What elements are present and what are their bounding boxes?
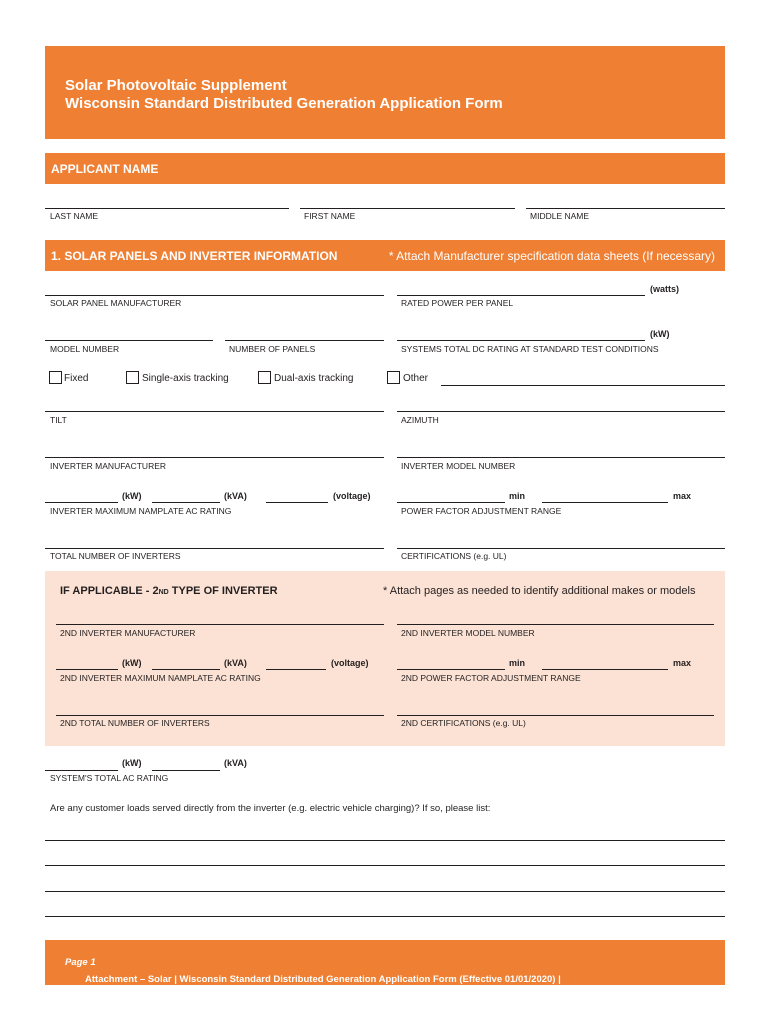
total-inverters-field[interactable] [45, 548, 384, 549]
rated-power-label: RATED POWER PER PANEL [401, 298, 514, 308]
applicant-name-bar [45, 153, 725, 184]
number-of-panels-label: NUMBER OF PANELS [229, 344, 316, 354]
form-title-line1: Solar Photovoltaic Supplement [65, 77, 287, 94]
tilt-field[interactable] [45, 411, 384, 412]
tilt-label: TILT [50, 415, 67, 425]
second-inverter-manufacturer-label: 2ND INVERTER MANUFACTURER [60, 628, 196, 638]
inverter-model-field[interactable] [397, 457, 725, 458]
last-name-field[interactable] [45, 208, 289, 209]
second-inverter-voltage-field[interactable] [266, 669, 326, 670]
footer-text: Attachment – Solar | Wisconsin Standard Distributed Generation Application Form (Effective 01/01/2020) | Page 1 [65, 957, 561, 985]
system-kva-unit: (kVA) [224, 758, 247, 768]
second-pf-range-label: 2ND POWER FACTOR ADJUSTMENT RANGE [401, 673, 581, 683]
pf-range-label: POWER FACTOR ADJUSTMENT RANGE [401, 506, 562, 516]
second-pf-min-field[interactable] [397, 669, 505, 670]
second-certifications-field[interactable] [397, 715, 714, 716]
answer-line-4[interactable] [45, 916, 725, 917]
inverter-kva-unit: (kVA) [224, 491, 247, 501]
certifications-field[interactable] [397, 548, 725, 549]
system-kva-field[interactable] [152, 770, 220, 771]
answer-line-2[interactable] [45, 865, 725, 866]
second-pf-max-unit: max [673, 658, 692, 668]
pf-max-unit: max [673, 491, 692, 501]
system-kw-unit: (kW) [122, 758, 142, 768]
page-footer [45, 940, 725, 985]
second-inverter-title: IF APPLICABLE - 2ND TYPE OF INVERTER [60, 585, 278, 597]
dual-axis-label: Dual-axis tracking [274, 373, 354, 384]
fixed-label: Fixed [64, 373, 89, 384]
model-number-field[interactable] [45, 340, 213, 341]
other-label: Other [403, 373, 429, 384]
section1-bar [45, 240, 725, 271]
inverter-model-label: INVERTER MODEL NUMBER [401, 461, 516, 471]
last-name-label: LAST NAME [50, 211, 99, 221]
second-inverter-kva-unit: (kVA) [224, 658, 247, 668]
inverter-manufacturer-field[interactable] [45, 457, 384, 458]
second-total-inverters-field[interactable] [56, 715, 384, 716]
second-inverter-voltage-unit: (voltage) [331, 658, 369, 668]
pf-min-field[interactable] [397, 502, 505, 503]
rated-power-field[interactable] [397, 295, 645, 296]
answer-line-1[interactable] [45, 840, 725, 841]
azimuth-field[interactable] [397, 411, 725, 412]
section1-title: 1. SOLAR PANELS AND INVERTER INFORMATION [51, 249, 338, 263]
second-inverter-note: * Attach pages as needed to identify additional makes or models [383, 585, 696, 597]
other-tracking-field[interactable] [441, 385, 725, 386]
inverter-kva-field[interactable] [152, 502, 220, 503]
watts-unit: (watts) [650, 284, 679, 294]
second-inverter-manufacturer-field[interactable] [56, 624, 384, 625]
dc-rating-label: SYSTEMS TOTAL DC RATING AT STANDARD TEST CONDITIONS [401, 344, 659, 354]
middle-name-field[interactable] [526, 208, 725, 209]
model-number-label: MODEL NUMBER [50, 344, 120, 354]
certifications-label: CERTIFICATIONS (e.g. UL) [401, 551, 507, 561]
single-axis-checkbox[interactable] [126, 371, 139, 384]
middle-name-label: MIDDLE NAME [530, 211, 590, 221]
page-number: Page 1 [65, 957, 96, 968]
fixed-checkbox[interactable] [49, 371, 62, 384]
pf-max-field[interactable] [542, 502, 668, 503]
second-total-inverters-label: 2ND TOTAL NUMBER OF INVERTERS [60, 718, 210, 728]
form-title-line2: Wisconsin Standard Distributed Generation Application Form [65, 95, 503, 112]
kw-unit: (kW) [650, 329, 670, 339]
second-inverter-model-field[interactable] [397, 624, 714, 625]
customer-loads-question: Are any customer loads served directly from the inverter (e.g. electric vehicle charging)? If so, please list: [50, 803, 491, 814]
section1-note: * Attach Manufacturer specification data sheets (If necessary) [388, 249, 715, 263]
second-inverter-model-label: 2ND INVERTER MODEL NUMBER [401, 628, 535, 638]
other-checkbox[interactable] [387, 371, 400, 384]
panel-manufacturer-label: SOLAR PANEL MANUFACTURER [50, 298, 182, 308]
second-pf-min-unit: min [509, 658, 526, 668]
azimuth-label: AZIMUTH [401, 415, 439, 425]
answer-line-3[interactable] [45, 891, 725, 892]
applicant-name-heading: APPLICANT NAME [51, 162, 159, 176]
system-total-ac-rating-label: SYSTEM'S TOTAL AC RATING [50, 773, 169, 783]
panel-manufacturer-field[interactable] [45, 295, 384, 296]
second-inverter-ac-rating-label: 2ND INVERTER MAXIMUM NAMPLATE AC RATING [60, 673, 261, 683]
second-inverter-kw-field[interactable] [56, 669, 118, 670]
number-of-panels-field[interactable] [225, 340, 384, 341]
total-inverters-label: TOTAL NUMBER OF INVERTERS [50, 551, 181, 561]
inverter-kw-unit: (kW) [122, 491, 142, 501]
inverter-ac-rating-label: INVERTER MAXIMUM NAMPLATE AC RATING [50, 506, 232, 516]
first-name-field[interactable] [300, 208, 515, 209]
inverter-kw-field[interactable] [45, 502, 118, 503]
form-header [45, 46, 725, 139]
second-inverter-kw-unit: (kW) [122, 658, 142, 668]
dc-rating-field[interactable] [397, 340, 645, 341]
second-pf-max-field[interactable] [542, 669, 668, 670]
first-name-label: FIRST NAME [304, 211, 356, 221]
second-certifications-label: 2ND CERTIFICATIONS (e.g. UL) [401, 718, 526, 728]
pf-min-unit: min [509, 491, 526, 501]
inverter-voltage-unit: (voltage) [333, 491, 371, 501]
inverter-voltage-field[interactable] [266, 502, 328, 503]
inverter-manufacturer-label: INVERTER MANUFACTURER [50, 461, 167, 471]
dual-axis-checkbox[interactable] [258, 371, 271, 384]
second-inverter-kva-field[interactable] [152, 669, 220, 670]
single-axis-label: Single-axis tracking [142, 373, 229, 384]
system-kw-field[interactable] [45, 770, 118, 771]
